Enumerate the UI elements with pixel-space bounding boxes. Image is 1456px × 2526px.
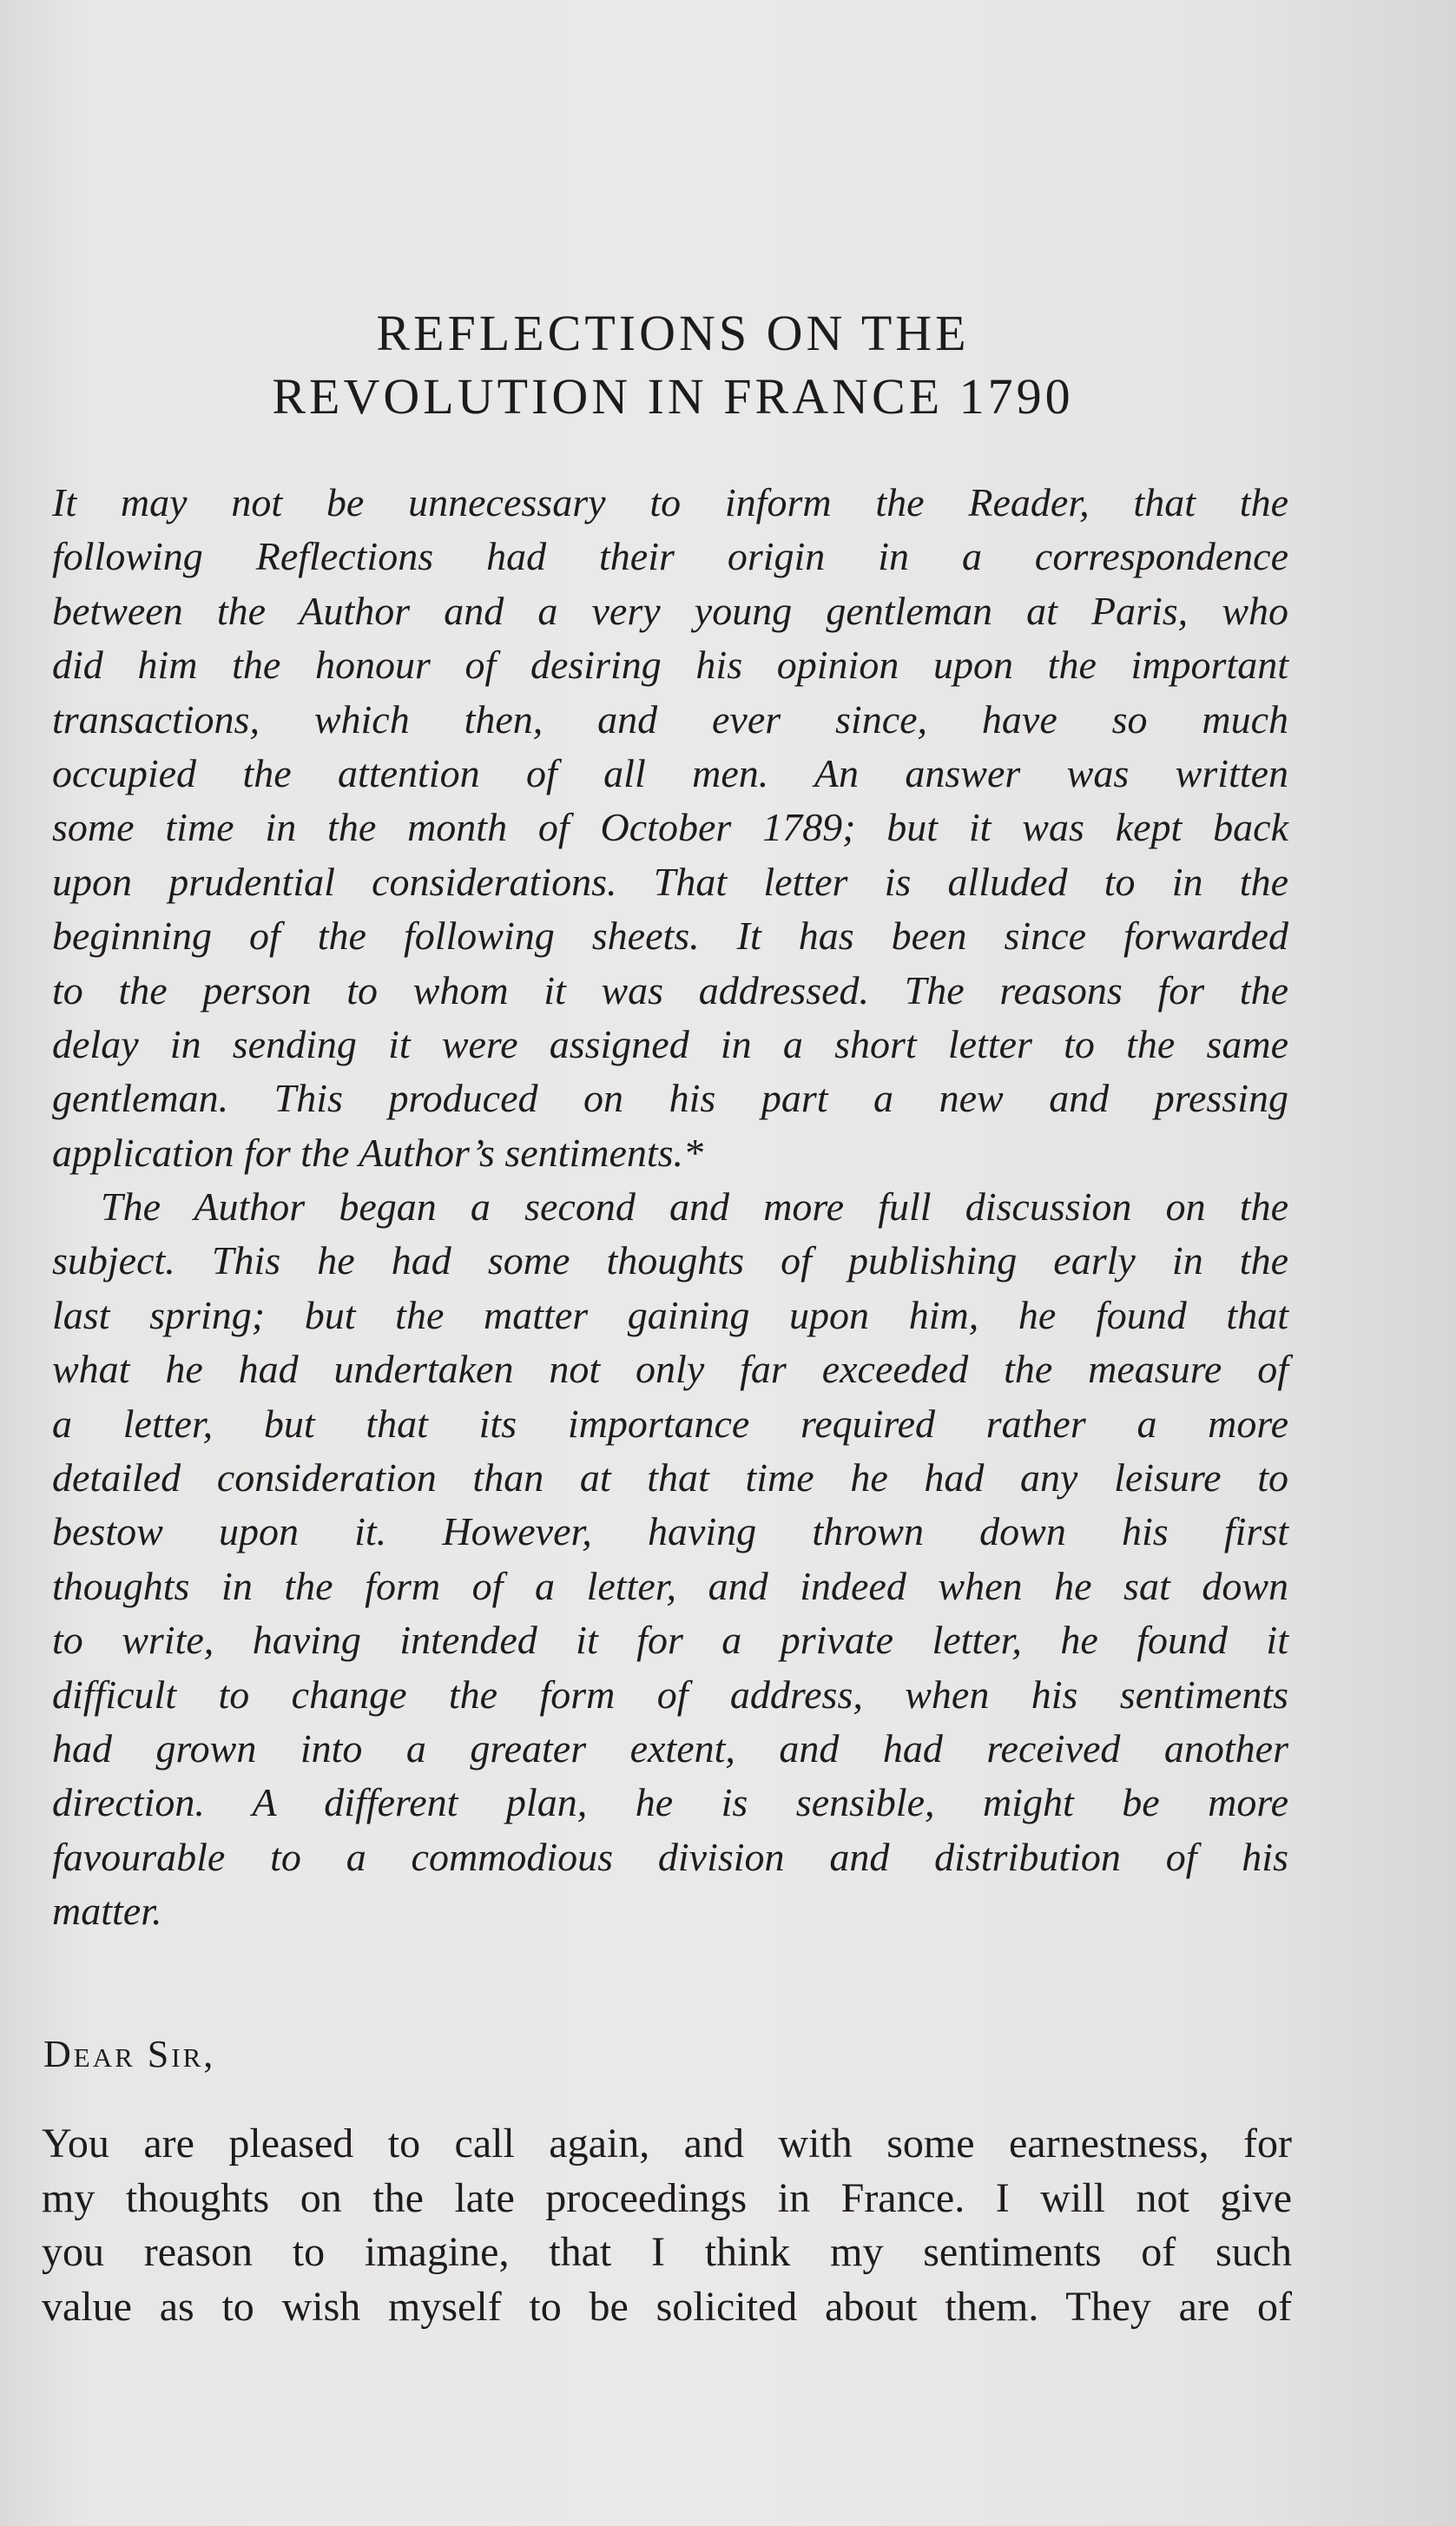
chapter-title-line-2: REVOLUTION IN FRANCE 1790 xyxy=(272,368,1074,425)
preface-line: following Reflections had their origin in a correspondence xyxy=(52,534,1288,579)
preface-text xyxy=(52,476,1288,1939)
preface-line: thoughts in the form of a letter, and indeed when he sat down xyxy=(52,1563,1288,1608)
preface-line: application for the Author’s sentiments.* xyxy=(52,1130,704,1175)
preface-line: between the Author and a very young gentleman at Paris, who xyxy=(52,588,1288,633)
preface-line: favourable to a commodious division and distribution of his xyxy=(52,1834,1288,1879)
preface-line: what he had undertaken not only far exceeded the measure of xyxy=(52,1347,1288,1392)
preface-line: bestow upon it. However, having thrown down his first xyxy=(52,1509,1288,1554)
preface-line: some time in the month of October 1789; but it was kept back xyxy=(52,805,1288,850)
preface-line: did him the honour of desiring his opinion upon the important xyxy=(52,643,1288,688)
preface-line: It may not be unnecessary to inform the Reader, that the xyxy=(52,480,1288,524)
preface-line: last spring; but the matter gaining upon him, he found that xyxy=(52,1292,1288,1337)
letter-line: you reason to imagine, that I think my sentiments of such xyxy=(42,2229,1292,2275)
preface-line: detailed consideration than at that time he had any leisure to xyxy=(52,1455,1288,1500)
preface-line: transactions, which then, and ever since, have so much xyxy=(52,696,1288,742)
chapter-title-line-1: REFLECTIONS ON THE xyxy=(376,305,970,361)
letter-line: You are pleased to call again, and with some earnestness, for xyxy=(42,2120,1292,2167)
letter-line: my thoughts on the late proceedings in France. I will not give xyxy=(42,2174,1292,2221)
preface-line: direction. A different plan, he is sensible, might be more xyxy=(52,1780,1288,1825)
preface-line: upon prudential considerations. That letter is alluded to in the xyxy=(52,859,1288,904)
preface-line: The Author began a second and more full discussion on the xyxy=(101,1184,1288,1230)
preface-line: had grown into a greater extent, and had received another xyxy=(52,1725,1288,1771)
preface-line: occupied the attention of all men. An answer was written xyxy=(52,750,1288,795)
preface-line: to write, having intended it for a private letter, he found it xyxy=(52,1618,1288,1663)
preface-line: a letter, but that its importance required rather a more xyxy=(52,1401,1288,1446)
preface-line: matter. xyxy=(52,1889,162,1934)
preface-line: gentleman. This produced on his part a new and pressing xyxy=(52,1076,1288,1121)
preface-line: difficult to change the form of address, when his sentiments xyxy=(52,1672,1288,1717)
letter-salutation: Dear Sir, xyxy=(43,2033,216,2075)
letter-line: value as to wish myself to be solicited about them. They are of xyxy=(42,2283,1292,2330)
preface-line: subject. This he had some thoughts of publishing early in the xyxy=(52,1238,1288,1283)
preface-line: to the person to whom it was addressed. The reasons for the xyxy=(52,967,1288,1012)
preface-line: delay in sending it were assigned in a short letter to the same xyxy=(52,1021,1288,1066)
letter-body xyxy=(42,2117,1292,2334)
preface-line: beginning of the following sheets. It has been since forwarded xyxy=(52,913,1288,959)
